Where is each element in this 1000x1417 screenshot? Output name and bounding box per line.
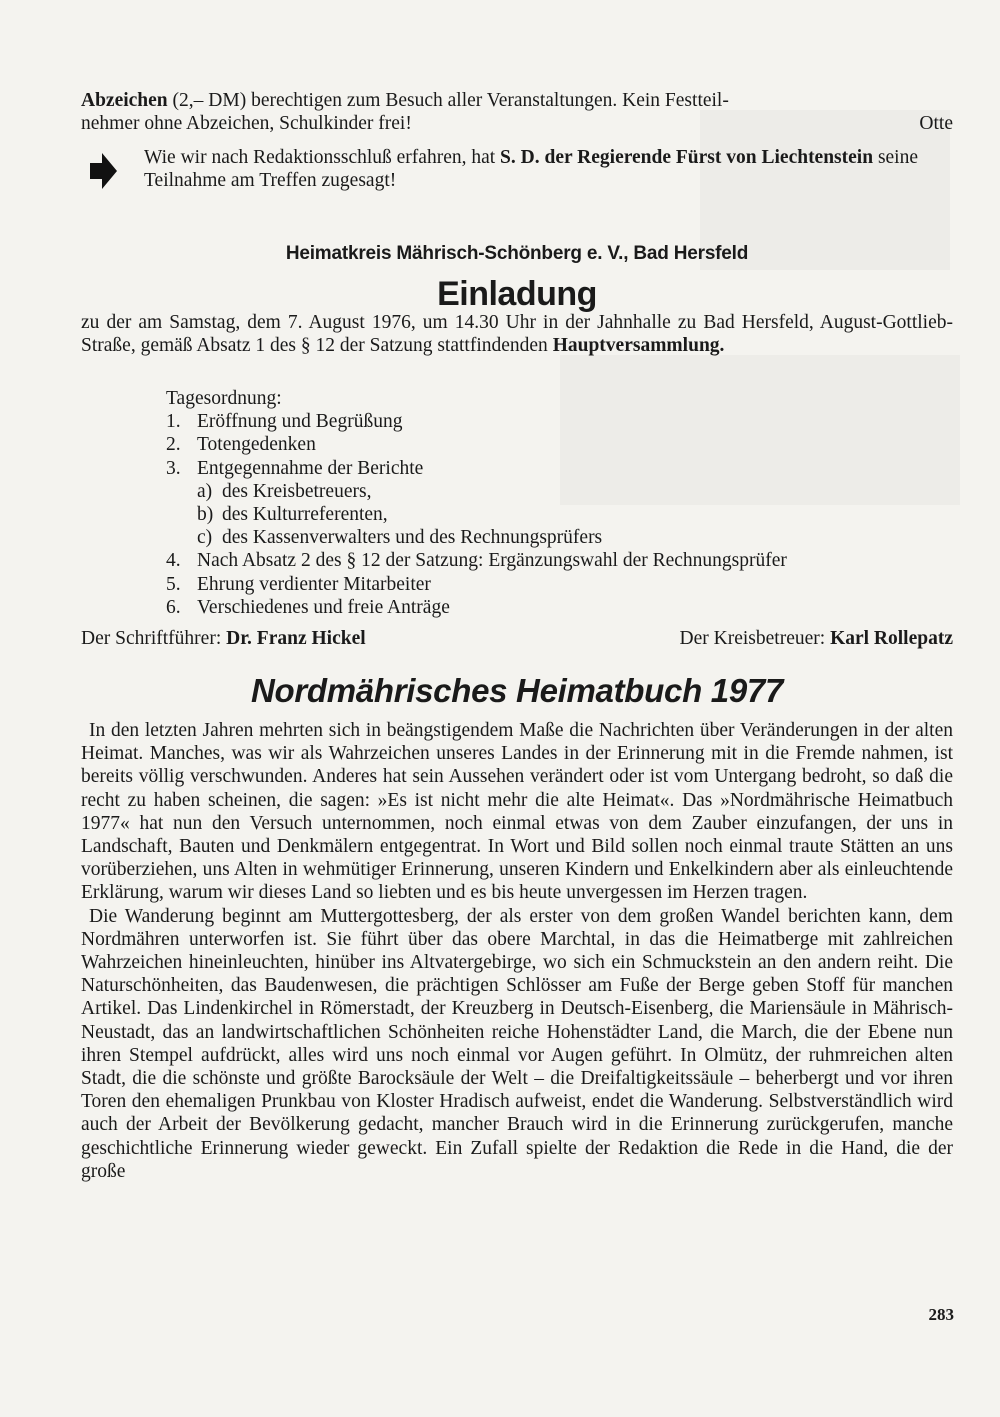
intro-line-1 (81, 89, 953, 112)
agenda-subitem-letter: c) (197, 527, 213, 549)
agenda-item (166, 457, 956, 480)
book-title: Nordmährisches Heimatbuch 1977 (250, 672, 784, 709)
agenda-subitem-text: des Kassenverwalters und des Rechnungsprüfers (222, 527, 603, 549)
agenda-item-number: 1. (166, 411, 181, 433)
agenda-item (166, 433, 956, 456)
signature-left-name: Dr. Franz Hickel (226, 628, 366, 649)
agenda-item (166, 596, 956, 619)
agenda-subitem-text: des Kulturreferenten, (222, 504, 388, 526)
agenda-subitem (166, 503, 956, 526)
agenda-item-text: Entgegennahme der Berichte (197, 457, 424, 479)
agenda-item-text: Nach Absatz 2 des § 12 der Satzung: Ergänzungswahl der Rechnungsprüfer (197, 550, 787, 572)
invitation-bold: Hauptversammlung. (552, 335, 725, 357)
intro-signature: Otte (919, 113, 953, 135)
agenda-item-text: Eröffnung und Begrüßung (197, 411, 403, 433)
notice-text-before: Wie wir nach Redaktionsschluß erfahren, hat (144, 147, 501, 168)
intro-line1-rest: (2,– DM) berechtigen zum Besuch aller Veranstaltungen. Kein Festteil- (167, 90, 729, 111)
invitation-text-before: zu der am Samstag, dem 7. August 1976, um 14.30 Uhr in der Jahnhalle zu Bad Hersfeld, August-Gottlieb-Straße, gemäß Absatz 1 des § 12 der Satzung stattfindenden (81, 312, 953, 357)
agenda-subitem (166, 526, 956, 549)
book-article (81, 719, 953, 1183)
notice-block (81, 146, 953, 192)
page-number: 283 (928, 1305, 954, 1324)
intro-bold-lead: Abzeichen (81, 90, 168, 111)
agenda-item (166, 410, 956, 433)
book-paragraph-1: In den letzten Jahren mehrten sich in beängstigendem Maße die Nachrichten über Veränderungen in der alten Heimat. Manches, was wir als Wahrzeichen unseres Landes in der Erinnerung mit in die Fremde nahmen, ist bereits völlig verschwunden. Anderes hat sein Aussehen verändert oder ist vom Untergang bedroht, so daß die recht zu haben scheinen, die sagen: »Es ist nicht mehr die alte Heimat«. Das »Nordmährische Heimatbuch 1977« hat nun den Versuch unternommen, noch einmal etwas von dem Zauber einzufangen, der uns in Landschaft, Bauten und Denkmälern entgegentrat. In Wort und Bild sollen noch einmal traute Stätten an uns vorüberziehen, uns Alten in wehmütiger Erinnerung, unseren Kindern und Enkelkindern aber als einleuchtende Erklärung, warum wir dieses Land so liebten und es bis heute unvergessen im Herzen tragen. (81, 720, 953, 904)
agenda-item-number: 5. (166, 573, 181, 595)
agenda-item-text: Ehrung verdienter Mitarbeiter (197, 573, 431, 595)
agenda (166, 387, 956, 619)
agenda-subitem (166, 480, 956, 503)
agenda-subitem-text: des Kreisbetreuers, (222, 480, 372, 502)
agenda-item-number: 6. (166, 596, 181, 618)
agenda-item (166, 549, 956, 572)
agenda-subitem-letter: b) (197, 504, 214, 526)
agenda-item-number: 2. (166, 434, 181, 456)
signatures (81, 627, 953, 650)
agenda-item (166, 573, 956, 596)
association-heading: Heimatkreis Mährisch-Schönberg e. V., Bad Hersfeld (285, 243, 749, 264)
intro-line-2 (81, 112, 953, 135)
intro-line2-text: nehmer ohne Abzeichen, Schulkinder frei! (81, 113, 412, 135)
invitation-title: Einladung (437, 275, 597, 313)
signature-left-label: Der Schriftführer: (81, 628, 227, 649)
arrow-right-icon (88, 149, 118, 193)
agenda-subitem-letter: a) (197, 480, 213, 502)
notice-text-after: seine Teilnahme am Treffen zugesagt! (144, 147, 919, 192)
agenda-item-number: 3. (166, 457, 181, 479)
notice-bold-prince: der Regierende Fürst von Liechtenstein (544, 147, 874, 168)
signature-right-label: Der Kreisbetreuer: (679, 628, 831, 649)
notice-text (144, 146, 953, 192)
book-paragraph-2: Die Wanderung beginnt am Muttergottesberg, der als erster von dem großen Wandel berichten kann, dem Nordmähren unterworfen ist. Sie führt über das obere Marchtal, in das die Heimatberge mit zahlreichen Wahrzeichen hineinleuchten, hinüber ins Altvatergebirge, wo sich ein Schmuckstein an den andern reiht. Die Naturschönheiten, das Baudenwesen, die prächtigen Schlösser am Fuße der Berge geben Stoff für manchen Artikel. Das Lindenkirchel in Römerstadt, der Kreuzberg in Deutsch-Eisenberg, die Mariensäule in Mährisch-Neustadt, das an landwirtschaftlichen Schönheiten reiche Hohenstädter Land, die March, die der Ebene nun ihren Stempel aufdrückt, alles wird uns noch einmal vor Augen geführt. In Olmütz, der ruhmreichen alten Stadt, die die schönste und größte Barocksäule der Welt – die Dreifaltigkeitssäule – beherbergt und vor ihren Toren den ehemaligen Prunkbau von Kloster Hradisch aufweist, endet die Wanderung. Selbstverständlich wird auch der Arbeit der Bevölkerung gedacht, mancher Brauch wird in die Erinnerung zurückgerufen, manche geschichtliche Erinnerung wieder geweckt. Ein Zufall spielte der Redaktion die Rede in die Hand, die der große (81, 905, 953, 1182)
signature-left (81, 627, 366, 650)
agenda-item-number: 4. (166, 550, 181, 572)
invitation-paragraph (81, 311, 953, 357)
signature-right (680, 627, 953, 650)
notice-bold-sd: S. D. (500, 147, 540, 168)
intro-paragraph (81, 89, 953, 135)
signature-right-name: Karl Rollepatz (830, 628, 953, 649)
agenda-item-text: Verschiedenes und freie Anträge (197, 596, 450, 618)
invitation-text (81, 311, 953, 357)
agenda-item-text: Totengedenken (197, 434, 316, 456)
agenda-title: Tagesordnung: (166, 388, 282, 409)
